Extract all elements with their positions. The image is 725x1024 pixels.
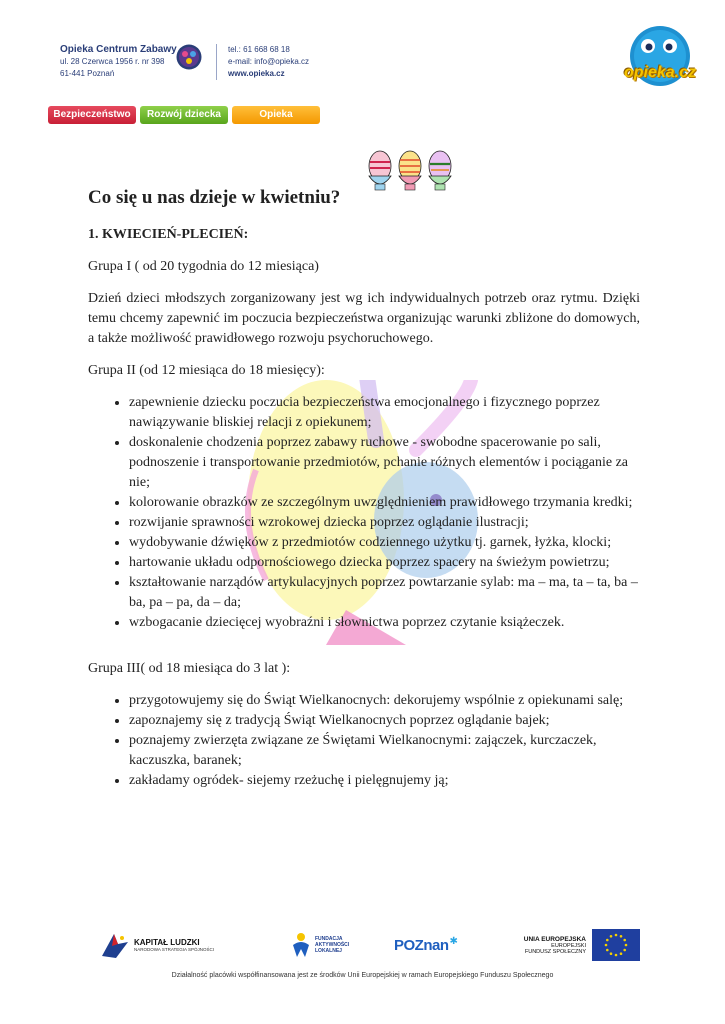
kapital-ludzki-icon — [100, 930, 130, 960]
spacer — [88, 645, 640, 659]
phone-number: tel.: 61 668 68 18 — [228, 45, 290, 54]
list-item: • zakładamy ogródek- siejemy rzeżuchę i pielęgnujemy ją; — [129, 771, 640, 791]
opieka-logo-icon — [620, 22, 700, 96]
email-address[interactable]: e-mail: info@opieka.cz — [228, 57, 310, 66]
group3-list — [88, 691, 640, 791]
eu-logo — [510, 926, 640, 964]
group2-list — [88, 393, 640, 633]
nav-bezpieczenstwo-button[interactable]: Bezpieczeństwo — [48, 106, 136, 124]
organization-address-street: ul. 28 Czerwca 1956 r. nr 398 — [60, 57, 165, 66]
eu-flag-icon — [592, 929, 640, 961]
group3-heading: Grupa III( od 18 miesiąca do 3 lat ): — [88, 661, 291, 676]
section-heading: 1. KWIECIEŃ-PLECIEŃ: — [88, 227, 249, 242]
list-item: • wzbogacanie dziecięcej wyobraźni i słownictwa poprzez czytanie książeczek. — [129, 613, 640, 633]
header-divider — [216, 44, 217, 80]
contact-info — [228, 44, 309, 80]
list-item: • zapoznajemy się z tradycją Świąt Wielkanocnych poprzez oglądanie bajek; — [129, 711, 640, 731]
fundacja-logo — [290, 926, 370, 964]
group2-heading: Grupa II (od 12 miesiąca do 18 miesięcy): — [88, 363, 325, 378]
poznan-star-icon: ✱ — [449, 935, 458, 947]
organization-name: Opieka Centrum Zabawy — [60, 44, 177, 55]
list-item: • kształtowanie narządów artykulacyjnych poprzez powtarzanie sylab: ma – ma, ta – ta, ba – ba, pa – pa, da – da; — [129, 573, 640, 613]
list-item: • doskonalenie chodzenia poprzez zabawy ruchowe - swobodne spacerowanie po sali, podnoszenie i transportowanie przedmiotów, pchanie różnych elementów i pociąganie za nie; — [129, 433, 640, 493]
nav-opieka-button[interactable]: Opieka — [232, 106, 320, 124]
list-item: • rozwijanie sprawności wzrokowej dziecka poprzez oglądanie ilustracji; — [129, 513, 640, 533]
nav-rozwoj-dziecka-button[interactable]: Rozwój dziecka — [140, 106, 228, 124]
eu-title: UNIA EUROPEJSKA — [523, 935, 586, 943]
page-title: Co się u nas dzieje w kwietniu? — [88, 187, 341, 208]
sponsor-logos — [100, 926, 640, 964]
poznan-logo — [394, 926, 464, 964]
funding-footnote: Działalność placówki współfinansowana jest ze środków Unii Europejskiej w ramach Europejskiego Funduszu Społecznego — [171, 972, 554, 979]
list-item: • zapewnienie dziecku poczucia bezpieczeństwa emocjonalnego i fizycznego poprzez nawiązywanie bliskiej relacji z opiekunem; — [129, 393, 640, 433]
list-item: • wydobywanie dźwięków z przedmiotów codziennego użytku tj. garnek, łyżka, klocki; — [129, 533, 640, 553]
list-item: • poznajemy zwierzęta związane ze Świętami Wielkanocnymi: zajączek, kurczaczek, kaczuszka, baranek; — [129, 731, 640, 771]
fundacja-text: FUNDACJA AKTYWNOŚCI LOKALNEJ — [315, 936, 350, 954]
group1-heading: Grupa I ( od 20 tygodnia do 12 miesiąca) — [88, 259, 319, 274]
organization-info — [60, 44, 177, 80]
eu-subtitle-1: EUROPEJSKI — [551, 942, 586, 949]
main-content — [88, 185, 640, 803]
list-item: • przygotowujemy się do Świąt Wielkanocnych: dekorujemy wspólnie z opiekunami salę; — [129, 691, 640, 711]
kapital-ludzki-logo — [100, 926, 220, 964]
kapital-ludzki-subtitle: NARODOWA STRATEGIA SPÓJNOŚCI — [134, 947, 215, 952]
organization-address-city: 61-441 Poznań — [60, 69, 115, 78]
ocz-badge-icon — [176, 44, 202, 70]
eu-subtitle-2: FUNDUSZ SPOŁECZNY — [524, 948, 586, 955]
list-item: • kolorowanie obrazków ze szczególnym uwzględnieniem prawidłowego trzymania kredki; — [129, 493, 640, 513]
list-item: • hartowanie układu odpornościowego dziecka poprzez spacery na świeżym powietrzu; — [129, 553, 640, 573]
opieka-logo[interactable] — [620, 22, 700, 96]
website-link[interactable]: www.opieka.cz — [228, 69, 285, 78]
main-navigation — [48, 106, 320, 124]
poznan-text: POZnan — [394, 936, 449, 954]
fundacja-star-icon — [290, 931, 312, 959]
logo-text: opieka.cz — [623, 64, 697, 81]
group1-description: Dzień dzieci młodszych zorganizowany jest wg ich indywidualnych potrzeb oraz rytmu. Dzięki temu chcemy zapewnić im poczucia bezpieczeństwa organizując warunki zbliżone do domowych, a także możliwość prawidłowego rozwoju psychoruchowego. — [88, 291, 640, 346]
kapital-ludzki-title: KAPITAŁ LUDZKI — [134, 938, 200, 947]
